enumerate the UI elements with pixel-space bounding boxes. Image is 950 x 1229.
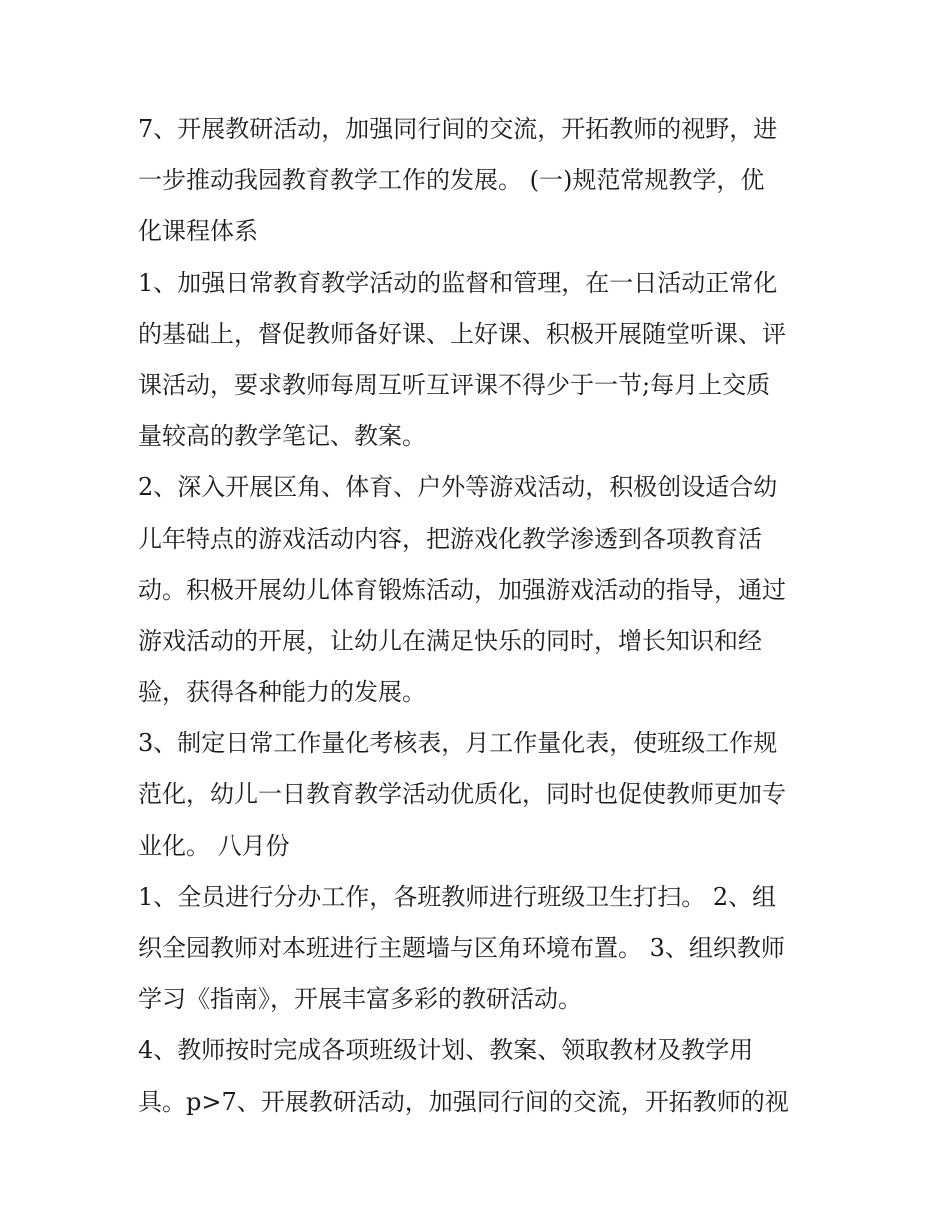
text-line: 1、加强日常教育教学活动的监督和管理，在一日活动正常化 bbox=[138, 268, 778, 297]
text-line: 3、制定日常工作量化考核表，月工作量化表，使班级工作规 bbox=[138, 729, 778, 758]
text-line: 4、教师按时完成各项班级计划、教案、领取教材及教学用 bbox=[138, 1036, 754, 1065]
text-line: 织全园教师对本班进行主题墙与区角环境布置。 3、组织教师 bbox=[138, 934, 785, 962]
text-line: 动。积极开展幼儿体育锻炼活动，加强游戏活动的指导，通过 bbox=[138, 575, 786, 604]
text-line: 1、全员进行分办工作，各班教师进行班级卫生打扫。 2、组 bbox=[138, 882, 777, 911]
text-line: 业化。 八月份 bbox=[138, 831, 290, 860]
text-line: 学习《指南》，开展丰富多彩的教研活动。 bbox=[138, 985, 582, 1014]
document-body bbox=[138, 104, 818, 1128]
text-line: 的基础上，督促教师备好课、上好课、积极开展随堂听课、评 bbox=[138, 319, 786, 348]
text-line: 一步推动我园教育教学工作的发展。 (一)规范常规教学，优 bbox=[138, 166, 765, 195]
text-line: 课活动，要求教师每周互听互评课不得少于一节;每月上交质 bbox=[138, 370, 771, 399]
text-line: 量较高的教学笔记、教案。 bbox=[138, 422, 426, 451]
text-line: 化课程体系 bbox=[138, 217, 258, 246]
text-line: 游戏活动的开展，让幼儿在满足快乐的同时，增长知识和经 bbox=[138, 626, 762, 655]
text-line: 儿年特点的游戏活动内容，把游戏化教学渗透到各项教育活 bbox=[138, 524, 762, 553]
text-line: 2、深入开展区角、体育、户外等游戏活动，积极创设适合幼 bbox=[138, 473, 778, 502]
text-line: 7、开展教研活动，加强同行间的交流，开拓教师的视野，进 bbox=[138, 115, 778, 143]
text-line: 范化，幼儿一日教育教学活动优质化，同时也促使教师更加专 bbox=[138, 780, 786, 809]
text-line: 具。p>7、开展教研活动，加强同行间的交流，开拓教师的视 bbox=[138, 1087, 789, 1116]
text-line: 验，获得各种能力的发展。 bbox=[138, 678, 426, 707]
